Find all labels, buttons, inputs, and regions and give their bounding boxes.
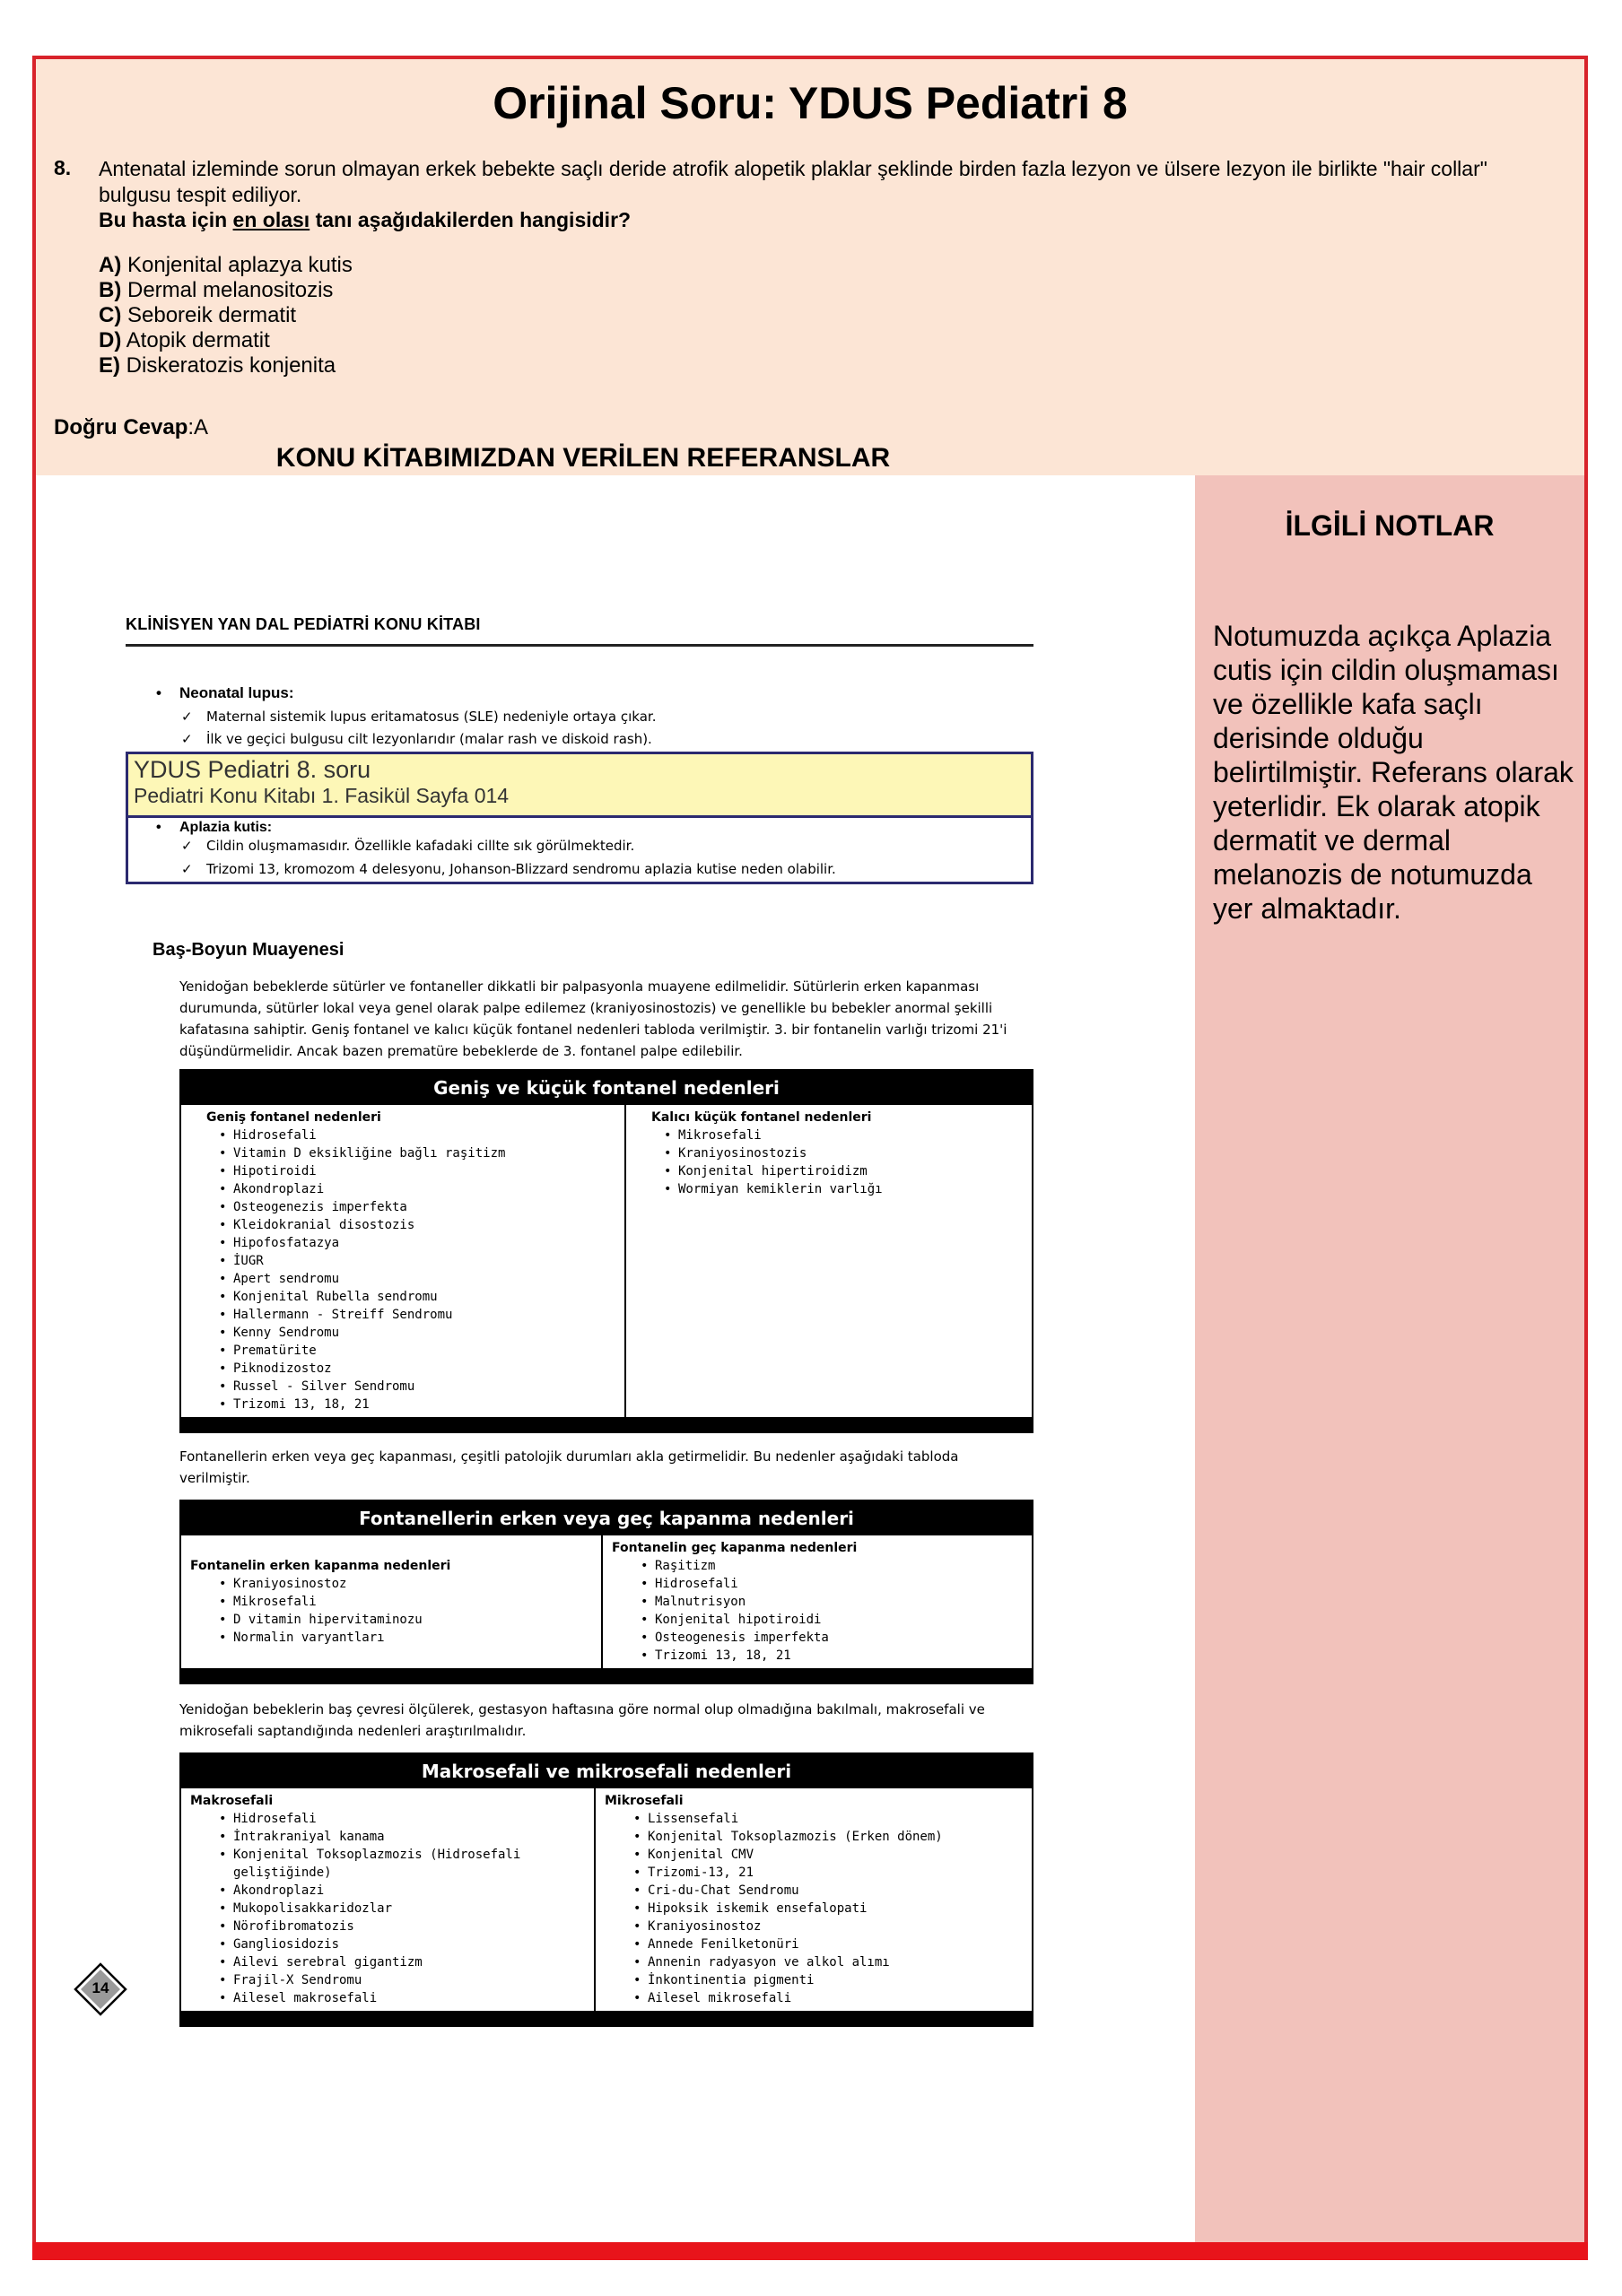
list-item: • Hipofosfatazya bbox=[233, 1234, 615, 1252]
list-item: • Osteogenezis imperfekta bbox=[233, 1198, 615, 1216]
list-item: • Konjenital Toksoplazmozis (Erken dönem) bbox=[648, 1828, 1023, 1846]
list-item: • Russel - Silver Sendromu bbox=[233, 1378, 615, 1396]
aplazia-heading: • Aplazia kutis: bbox=[179, 820, 272, 836]
list-item: • İntrakraniyal kanama bbox=[233, 1828, 585, 1846]
item-list bbox=[605, 1810, 1023, 2007]
column-heading: Mikrosefali bbox=[605, 1794, 684, 1808]
option-text: Atopik dermatit bbox=[121, 328, 270, 352]
option-letter: B) bbox=[99, 278, 122, 302]
list-item: • Piknodizostoz bbox=[233, 1360, 615, 1378]
list-item: • Mukopolisakkaridozlar bbox=[233, 1900, 585, 1918]
list-item: • Ailesel mikrosefali bbox=[648, 1989, 1023, 2007]
list-item: • Trizomi-13, 21 bbox=[648, 1864, 1023, 1882]
lupus-heading: • Neonatal lupus: bbox=[179, 684, 294, 702]
paragraph-2: Fontanellerin erken veya geç kapanması, çeşitli patolojik durumları akla getirmelidir. Bu nedenler aşağıdaki tabloda verilmiştir. bbox=[179, 1448, 959, 1486]
table-body bbox=[181, 1105, 1032, 1417]
list-item: • Hipoksik iskemik ensefalopati bbox=[648, 1900, 1023, 1918]
question-text: Antenatal izleminde sorun olmayan erkek bebekte saçlı deride atrofik alopetik plaklar şeklinde birden fazla lezyon ve ülsere lezyon ile birlikte "hair collar" bulgusu tespit ediliyor. bbox=[99, 157, 1487, 206]
table-column bbox=[603, 1535, 1032, 1668]
option-c bbox=[99, 303, 353, 328]
option-text: Seboreik dermatit bbox=[121, 303, 297, 327]
bottom-bar bbox=[32, 2242, 1588, 2260]
page-number-badge bbox=[74, 1962, 127, 2016]
list-item: • Akondroplazi bbox=[233, 1180, 615, 1198]
column-heading: Geniş fontanel nedenleri bbox=[206, 1110, 381, 1125]
table-footer bbox=[181, 1668, 1032, 1683]
table-footer bbox=[181, 2011, 1032, 2025]
table-column bbox=[181, 1535, 603, 1668]
list-item: • Cri-du-Chat Sendromu bbox=[648, 1882, 1023, 1900]
list-item: • Frajil-X Sendromu bbox=[233, 1971, 585, 1989]
table-column bbox=[596, 1788, 1032, 2011]
question-prompt bbox=[99, 208, 631, 232]
item-list bbox=[190, 1810, 585, 2007]
page-number: 14 bbox=[92, 1979, 109, 1996]
column-heading: Kalıcı küçük fontanel nedenleri bbox=[651, 1110, 872, 1125]
references-title: KONU KİTABIMIZDAN VERİLEN REFERANSLAR bbox=[275, 443, 891, 473]
table-body bbox=[181, 1535, 1032, 1668]
list-item: • Annede Fenilketonüri bbox=[648, 1935, 1023, 1953]
list-item: • Hidrosefali bbox=[233, 1126, 615, 1144]
page-title: Orijinal Soru: YDUS Pediatri 8 bbox=[493, 78, 1128, 128]
list-item: • Vitamin D eksikliğine bağlı raşitizm bbox=[233, 1144, 615, 1162]
table-fontanel-sizes bbox=[179, 1069, 1033, 1433]
notes-text: Notumuzda açıkça Aplazia cutis için cildin oluşmaması ve özellikle kafa saçlı derisinde olduğu belirtilmiştir. Referans olarak yeterlidir. Ek olarak atopik dermatit ve dermal melanozis de notumuzda yer almaktadır. bbox=[1213, 620, 1574, 925]
list-item: • Kraniyosinostozis bbox=[678, 1144, 1023, 1162]
list-item: • Ailesel makrosefali bbox=[233, 1989, 585, 2007]
option-text: Diskeratozis konjenita bbox=[120, 353, 336, 378]
list-item: • Konjenital Toksoplazmozis (Hidrosefali geliştiğinde) bbox=[233, 1846, 585, 1882]
list-item: • Normalin varyantları bbox=[233, 1629, 592, 1647]
column-heading: Makrosefali bbox=[190, 1794, 274, 1808]
book-title-rule bbox=[126, 644, 1033, 647]
option-letter: A) bbox=[99, 253, 122, 277]
list-item: • Malnutrisyon bbox=[655, 1593, 1023, 1611]
highlight-line-1: YDUS Pediatri 8. soru bbox=[134, 756, 371, 783]
notes-title: İLGİLİ NOTLAR bbox=[1285, 509, 1495, 542]
list-item: • Kenny Sendromu bbox=[233, 1324, 615, 1342]
table-body bbox=[181, 1788, 1032, 2011]
answer-value: :A bbox=[187, 415, 209, 439]
list-item: • İUGR bbox=[233, 1252, 615, 1270]
table-footer bbox=[181, 1417, 1032, 1431]
list-item: • D vitamin hipervitaminozu bbox=[233, 1611, 592, 1629]
list-item: • Lissensefali bbox=[648, 1810, 1023, 1828]
option-letter: D) bbox=[99, 328, 122, 352]
list-item: • Osteogenesis imperfekta bbox=[655, 1629, 1023, 1647]
option-d bbox=[99, 328, 353, 353]
option-b bbox=[99, 278, 353, 303]
list-item: • Kleidokranial disostozis bbox=[233, 1216, 615, 1234]
option-a bbox=[99, 253, 353, 278]
question-section bbox=[36, 59, 1584, 475]
table-cephaly bbox=[179, 1752, 1033, 2027]
paragraph-3: Yenidoğan bebeklerin baş çevresi ölçülerek, gestasyon haftasına göre normal olup olmadığına bakılmalı, makrosefali ve mikrosefali saptandığında nedenleri araştırılmalıdır. bbox=[179, 1701, 985, 1739]
table-column bbox=[181, 1788, 596, 2011]
table-title: Makrosefali ve mikrosefali nedenleri bbox=[181, 1754, 1032, 1788]
reference-highlight-box bbox=[126, 752, 1033, 818]
question-prompt-pre: Bu hasta için bbox=[99, 208, 233, 231]
list-item: • Mikrosefali bbox=[233, 1593, 592, 1611]
table-title: Geniş ve küçük fontanel nedenleri bbox=[181, 1071, 1032, 1105]
list-item: • Mikrosefali bbox=[678, 1126, 1023, 1144]
aplazia-point-2: ✓ Trizomi 13, kromozom 4 delesyonu, Johanson-Blizzard sendromu aplazia kutise neden olabilir. bbox=[206, 861, 836, 877]
list-item: • Konjenital hipotiroidi bbox=[655, 1611, 1023, 1629]
item-list bbox=[612, 1557, 1023, 1665]
question-prompt-underlined: en olası bbox=[232, 208, 310, 231]
answer-options bbox=[99, 253, 353, 378]
section-heading: Baş-Boyun Muayenesi bbox=[153, 940, 344, 960]
list-item: • Akondroplazi bbox=[233, 1882, 585, 1900]
list-item: • Kraniyosinostoz bbox=[233, 1575, 592, 1593]
column-heading: Fontanelin geç kapanma nedenleri bbox=[612, 1541, 858, 1555]
option-letter: E) bbox=[99, 353, 120, 378]
item-list bbox=[190, 1575, 592, 1647]
question-number: 8. bbox=[54, 156, 72, 179]
reference-outline-box bbox=[126, 814, 1033, 884]
answer-label: Doğru Cevap bbox=[54, 415, 188, 439]
list-item: • Konjenital CMV bbox=[648, 1846, 1023, 1864]
column-heading: Fontanelin erken kapanma nedenleri bbox=[190, 1559, 451, 1573]
option-text: Konjenital aplazya kutis bbox=[121, 253, 353, 277]
item-list bbox=[190, 1126, 615, 1413]
list-item: • Annenin radyasyon ve alkol alımı bbox=[648, 1953, 1023, 1971]
list-item: • Trizomi 13, 18, 21 bbox=[233, 1396, 615, 1413]
list-item: • Kraniyosinostoz bbox=[648, 1918, 1023, 1935]
table-title: Fontanellerin erken veya geç kapanma nedenleri bbox=[181, 1501, 1032, 1535]
correct-answer bbox=[54, 415, 208, 440]
list-item: • Konjenital hipertiroidizm bbox=[678, 1162, 1023, 1180]
table-column bbox=[181, 1105, 626, 1417]
list-item: • Hallermann - Streiff Sendromu bbox=[233, 1306, 615, 1324]
table-column bbox=[626, 1105, 1032, 1417]
list-item: • Hidrosefali bbox=[233, 1810, 585, 1828]
list-item: • Gangliosidozis bbox=[233, 1935, 585, 1953]
list-item: • Apert sendromu bbox=[233, 1270, 615, 1288]
option-e bbox=[99, 353, 353, 378]
list-item: • İnkontinentia pigmenti bbox=[648, 1971, 1023, 1989]
table-fontanel-closure bbox=[179, 1500, 1033, 1684]
book-title: KLİNİSYEN YAN DAL PEDİATRİ KONU KİTABI bbox=[126, 615, 481, 633]
list-item: • Hidrosefali bbox=[655, 1575, 1023, 1593]
list-item: • Wormiyan kemiklerin varlığı bbox=[678, 1180, 1023, 1198]
option-letter: C) bbox=[99, 303, 122, 327]
list-item: • Prematürite bbox=[233, 1342, 615, 1360]
paragraph-1: Yenidoğan bebeklerde sütürler ve fontaneller dikkatli bir palpasyonla muayene edilmelidir. Sütürlerin erken kapanması durumunda, sütürler lokal veya genel olarak palpe edilemez (kraniyosinostozis) ve genellikle bu bebekler anormal şekilli kafatasına sahiptir. Geniş fontanel ve kalıcı küçük fontanel nedenleri tabloda verilmiştir. 3. bir fontanelin varlığı trizomi 21'i düşündürmelidir. Ancak bazen prematüre bebeklerde de 3. fontanel palpe edilebilir. bbox=[179, 978, 1007, 1059]
question-prompt-post: tanı aşağıdakilerden hangisidir? bbox=[310, 208, 632, 231]
list-item: • Trizomi 13, 18, 21 bbox=[655, 1647, 1023, 1665]
item-list bbox=[635, 1126, 1023, 1198]
list-item: • Konjenital Rubella sendromu bbox=[233, 1288, 615, 1306]
notes-panel bbox=[1195, 475, 1584, 2253]
list-item: • Ailevi serebral gigantizm bbox=[233, 1953, 585, 1971]
lupus-point-1: ✓ Maternal sistemik lupus eritamatosus (SLE) nedeniyle ortaya çıkar. bbox=[206, 709, 656, 725]
aplazia-point-1: ✓ Cildin oluşmamasıdır. Özellikle kafadaki cillte sık görülmektedir. bbox=[206, 838, 634, 854]
lupus-point-2: ✓ İlk ve geçici bulgusu cilt lezyonlarıdır (malar rash ve diskoid rash). bbox=[206, 731, 652, 747]
list-item: • Nörofibromatozis bbox=[233, 1918, 585, 1935]
list-item: • Hipotiroidi bbox=[233, 1162, 615, 1180]
highlight-line-2: Pediatri Konu Kitabı 1. Fasikül Sayfa 014 bbox=[134, 784, 510, 807]
option-text: Dermal melanositozis bbox=[121, 278, 334, 302]
list-item: • Raşitizm bbox=[655, 1557, 1023, 1575]
